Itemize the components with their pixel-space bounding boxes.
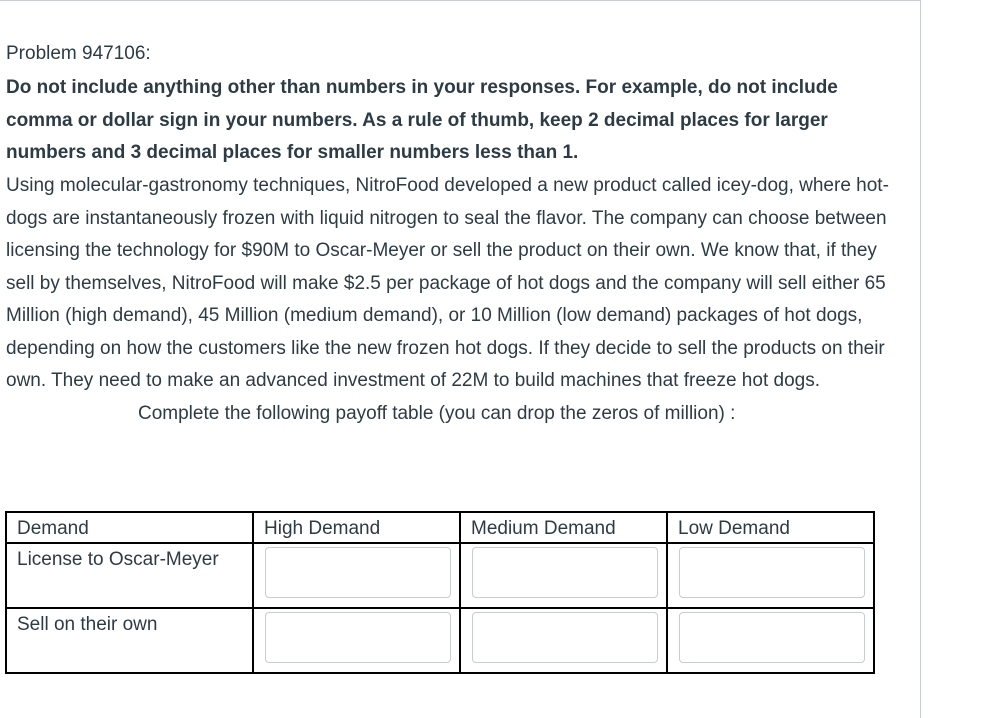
row-label-cell-sell (6, 608, 253, 673)
right-border (920, 0, 921, 718)
cell-license-medium (460, 543, 667, 608)
header-low-label: Low Demand (678, 518, 790, 539)
table-header-row (6, 512, 874, 543)
top-border (0, 0, 921, 1)
question-content (6, 38, 906, 430)
row-label-license: License to Oscar-Meyer (17, 549, 219, 570)
cell-license-low (667, 543, 874, 608)
table-row-license (6, 543, 874, 608)
sell-medium-input[interactable] (472, 612, 658, 663)
cell-sell-low (667, 608, 874, 673)
sell-low-input[interactable] (679, 612, 865, 663)
header-cell-low (667, 512, 874, 543)
header-cell-high (253, 512, 460, 543)
header-high-label: High Demand (264, 518, 381, 539)
header-demand-label: Demand (17, 518, 89, 539)
payoff-table (5, 511, 875, 674)
problem-description: Using molecular-gastronomy techniques, NitroFood developed a new product called icey-dog, where hot-dogs are instantaneously frozen with liquid nitrogen to seal the flavor. The company can choose between licensing the technology for $90M to Oscar-Meyer or sell the product on their own. We know that, if they sell by themselves, NitroFood will make $2.5 per package of hot dogs and the company will sell either 65 Million (high demand), 45 Million (medium demand), or 10 Million (low demand) packages of hot dogs, depending on how the customers like the new frozen hot dogs. If they decide to sell the products on their own. They need to make an advanced investment of 22M to build machines that freeze hot dogs. (6, 175, 889, 392)
cell-sell-high (253, 608, 460, 673)
license-high-input[interactable] (265, 547, 451, 598)
sell-high-input[interactable] (265, 612, 451, 663)
license-low-input[interactable] (679, 547, 865, 598)
header-medium-label: Medium Demand (471, 518, 616, 539)
header-cell-demand (6, 512, 253, 543)
row-label-cell-license (6, 543, 253, 608)
table-caption: Complete the following payoff table (you can drop the zeros of million) : (138, 402, 736, 424)
problem-title: Problem 947106: (6, 43, 151, 64)
row-label-sell: Sell on their own (17, 614, 158, 635)
header-cell-medium (460, 512, 667, 543)
table-row-sell (6, 608, 874, 673)
cell-license-high (253, 543, 460, 608)
instructions-text: Do not include anything other than numbers in your responses. For example, do not include comma or dollar sign in your numbers. As a rule of thumb, keep 2 decimal places for larger numbers and 3 decimal places for smaller numbers less than 1. (6, 77, 838, 164)
license-medium-input[interactable] (472, 547, 658, 598)
cell-sell-medium (460, 608, 667, 673)
